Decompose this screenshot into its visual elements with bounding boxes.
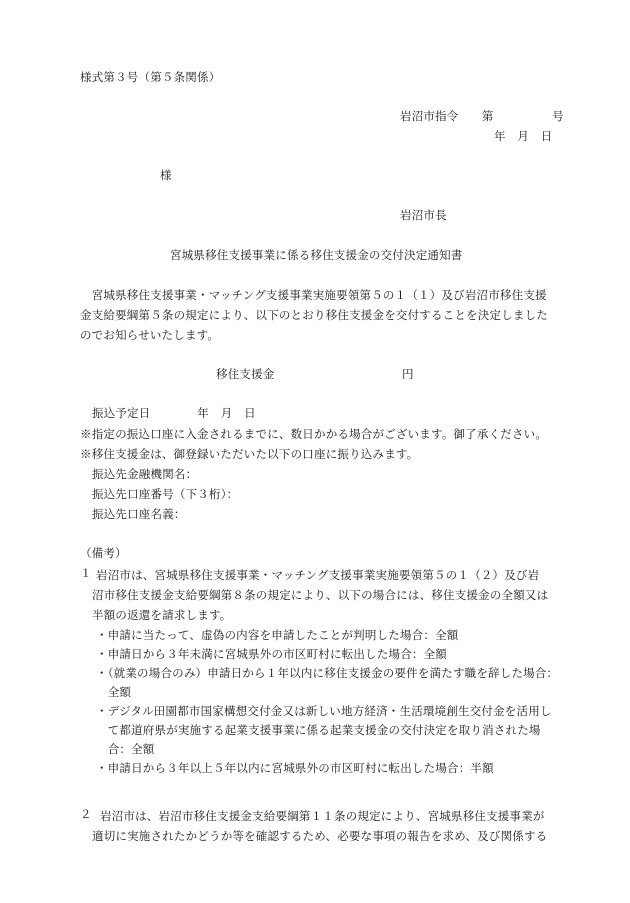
recipient-suffix: 様: [160, 168, 172, 182]
account-holder-field: 振込先口座名義：: [92, 507, 186, 521]
remark-1-bullets: [96, 626, 566, 778]
remark-line: 沼市移住支援金支給要綱第８条の規定により、以下の場合には、移住支援金の全額又は: [92, 588, 549, 602]
remark-line: 岩沼市は、宮城県移住支援事業・マッチング支援事業実施要領第５の１（２）及び岩: [96, 568, 540, 582]
bullet-item-cont: 全額: [96, 685, 132, 699]
bank-name-field: 振込先金融機関名：: [92, 467, 198, 481]
document-title: 宮城県移住支援事業に係る移住支援金の交付決定通知書: [170, 248, 463, 262]
amount-unit: 円: [402, 367, 414, 381]
remark-line: 半額の返還を請求します。: [92, 608, 232, 622]
bullet-item: ・申請日から３年以上５年以内に宮城県外の市区町村に転出した場合：半額: [96, 761, 494, 775]
form-number: 様式第３号（第５条関係）: [80, 70, 221, 84]
sender: 岩沼市長: [400, 208, 447, 222]
issuer-number: 岩沼市指令 第 号: [400, 109, 564, 123]
note-line: ※移住支援金は、御登録いただいた以下の口座に振り込みます。: [80, 447, 419, 461]
amount-label: 移住支援金: [216, 367, 275, 381]
bullet-item: ・申請日から３年未満に宮城県外の市区町村に転出した場合：全額: [96, 647, 447, 661]
account-number-field: 振込先口座番号（下３桁）：: [92, 487, 239, 501]
remark-line: 岩沼市は、岩沼市移住支援金支給要綱第１１条の規定により、宮城県移住支援事業が: [100, 809, 545, 823]
body-line: 宮城県移住支援事業・マッチング支援事業実施要領第５の１（１）及び岩沼市移住支援: [80, 288, 547, 302]
body-paragraph: [80, 285, 548, 345]
remark-line: 適切に実施されたかどうか等を確認するため、必要な事項の報告を求め、及び関係する: [92, 829, 548, 843]
remark-number: １: [80, 566, 92, 580]
bullet-item-cont: 合：全額: [96, 742, 155, 756]
remarks-heading: （備考）: [80, 546, 127, 560]
body-line: のでお知らせいたします。: [80, 328, 220, 342]
issue-date: 年 月 日: [494, 129, 553, 143]
bullet-item: ・申請に当たって、虚偽の内容を申請したことが判明した場合：全額: [96, 628, 459, 642]
note-line: ※指定の振込口座に入金されるまでに、数日かかる場合がございます。御了承ください。: [80, 427, 548, 441]
bullet-item: ・デジタル田園都市国家構想交付金又は新しい地方経済・生活環境創生交付金を活用し: [96, 704, 552, 718]
bullet-item: ・（就業の場合のみ）申請日から１年以内に移住支援金の要件を満たす職を辞した場合：: [96, 666, 559, 680]
remark-2-text: [92, 806, 548, 846]
transfer-date: 振込予定日 年 月 日: [92, 406, 256, 420]
body-line: 金支給要綱第５条の規定により、以下のとおり移住支援金を交付することを決定しました: [80, 308, 548, 322]
remark-1-text: [92, 565, 549, 625]
bullet-item-cont: て都道府県が実施する起業支援事業に係る起業支援金の交付決定を取り消された場: [96, 723, 541, 737]
remark-number: ２: [80, 807, 92, 821]
